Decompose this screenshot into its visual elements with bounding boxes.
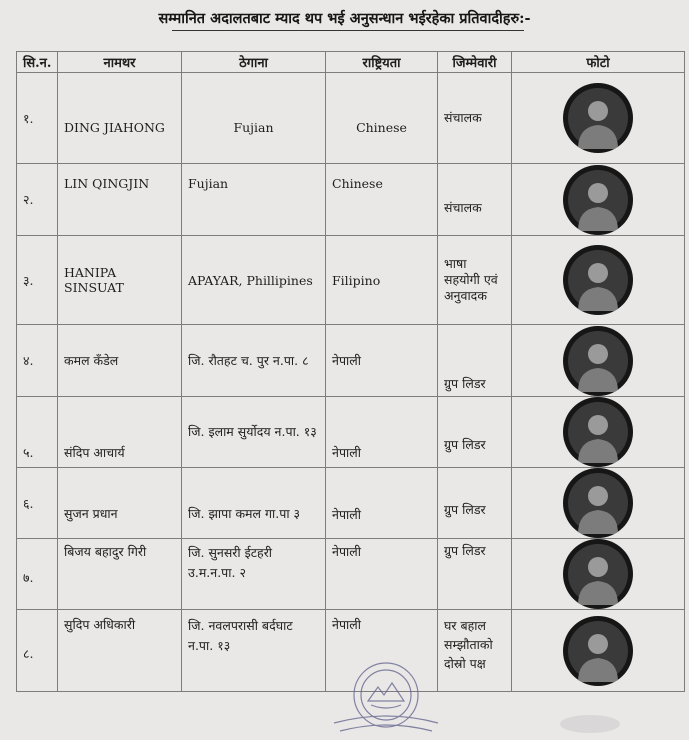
row-nationality: Chinese bbox=[326, 73, 438, 164]
row-photo bbox=[512, 73, 685, 164]
row-address: Fujian bbox=[182, 164, 326, 236]
row-sn: २. bbox=[17, 164, 58, 236]
row-role: ग्रुप लिडर bbox=[438, 539, 512, 610]
row-role: ग्रुप लिडर bbox=[438, 397, 512, 468]
page-title: सम्मानित अदालतबाट म्याद थप भई अनुसन्धान भईरहेका प्रतिवादीहरु:- bbox=[158, 10, 531, 27]
table-row bbox=[17, 73, 685, 164]
table-row bbox=[17, 164, 685, 236]
avatar bbox=[563, 616, 633, 686]
avatar bbox=[563, 83, 633, 153]
table-header-row bbox=[17, 52, 685, 73]
row-nationality: नेपाली bbox=[326, 397, 438, 468]
avatar bbox=[563, 245, 633, 315]
row-photo bbox=[512, 325, 685, 397]
avatar bbox=[563, 326, 633, 396]
title-underline bbox=[172, 30, 524, 31]
table-row bbox=[17, 539, 685, 610]
row-address: Fujian bbox=[182, 73, 326, 164]
table-row bbox=[17, 397, 685, 468]
avatar bbox=[563, 468, 633, 538]
avatar bbox=[563, 397, 633, 467]
column-header-photo: फोटो bbox=[512, 52, 685, 73]
row-address: जि. नवलपरासी बर्दघाट न.पा. १३ bbox=[182, 610, 326, 692]
row-role: ग्रुप लिडर bbox=[438, 468, 512, 539]
row-sn: ५. bbox=[17, 397, 58, 468]
row-address: जि. रौतहट च. पुर न.पा. ८ bbox=[182, 325, 326, 397]
row-nationality: Chinese bbox=[326, 164, 438, 236]
row-sn: ४. bbox=[17, 325, 58, 397]
row-photo bbox=[512, 236, 685, 325]
row-name: कमल कँडेल bbox=[58, 325, 182, 397]
row-nationality: नेपाली bbox=[326, 539, 438, 610]
row-name: संदिप आचार्य bbox=[58, 397, 182, 468]
row-address: जि. झापा कमल गा.पा ३ bbox=[182, 468, 326, 539]
column-header-name: नामथर bbox=[58, 52, 182, 73]
row-photo bbox=[512, 468, 685, 539]
row-role: ग्रुप लिडर bbox=[438, 325, 512, 397]
row-name: HANIPA SINSUAT bbox=[58, 236, 182, 325]
row-nationality: Filipino bbox=[326, 236, 438, 325]
row-role: संचालक bbox=[438, 73, 512, 164]
row-sn: ८. bbox=[17, 610, 58, 692]
column-header-address: ठेगाना bbox=[182, 52, 326, 73]
row-name: बिजय बहादुर गिरी bbox=[58, 539, 182, 610]
row-role: भाषा सहयोगी एवं अनुवादक bbox=[438, 236, 512, 325]
avatar bbox=[563, 539, 633, 609]
government-seal bbox=[316, 653, 456, 736]
row-address: APAYAR, Phillipines bbox=[182, 236, 326, 325]
row-address: जि. इलाम सुर्योदय न.पा. १३ bbox=[182, 397, 326, 468]
row-photo bbox=[512, 539, 685, 610]
column-header-role: जिम्मेवारी bbox=[438, 52, 512, 73]
column-header-sn: सि.न. bbox=[17, 52, 58, 73]
row-sn: ३. bbox=[17, 236, 58, 325]
row-nationality: नेपाली bbox=[326, 468, 438, 539]
row-role: संचालक bbox=[438, 164, 512, 236]
row-sn: १. bbox=[17, 73, 58, 164]
table-row bbox=[17, 468, 685, 539]
row-role: घर बहाल सम्झौताको दोस्रो पक्ष bbox=[438, 610, 512, 692]
row-name: सुदिप अधिकारी bbox=[58, 610, 182, 692]
row-name: DING JIAHONG bbox=[58, 73, 182, 164]
column-header-nationality: राष्ट्रियता bbox=[326, 52, 438, 73]
row-name: LIN QINGJIN bbox=[58, 164, 182, 236]
table-row bbox=[17, 236, 685, 325]
scan-smudge bbox=[560, 715, 620, 733]
avatar bbox=[563, 165, 633, 235]
row-photo bbox=[512, 164, 685, 236]
defendants-table bbox=[16, 51, 685, 692]
row-sn: ७. bbox=[17, 539, 58, 610]
table-row bbox=[17, 325, 685, 397]
row-nationality: नेपाली bbox=[326, 610, 438, 692]
row-name: सुजन प्रधान bbox=[58, 468, 182, 539]
row-address: जि. सुनसरी ईटहरी उ.म.न.पा. २ bbox=[182, 539, 326, 610]
row-photo bbox=[512, 397, 685, 468]
row-sn: ६. bbox=[17, 468, 58, 539]
row-photo bbox=[512, 610, 685, 692]
row-nationality: नेपाली bbox=[326, 325, 438, 397]
